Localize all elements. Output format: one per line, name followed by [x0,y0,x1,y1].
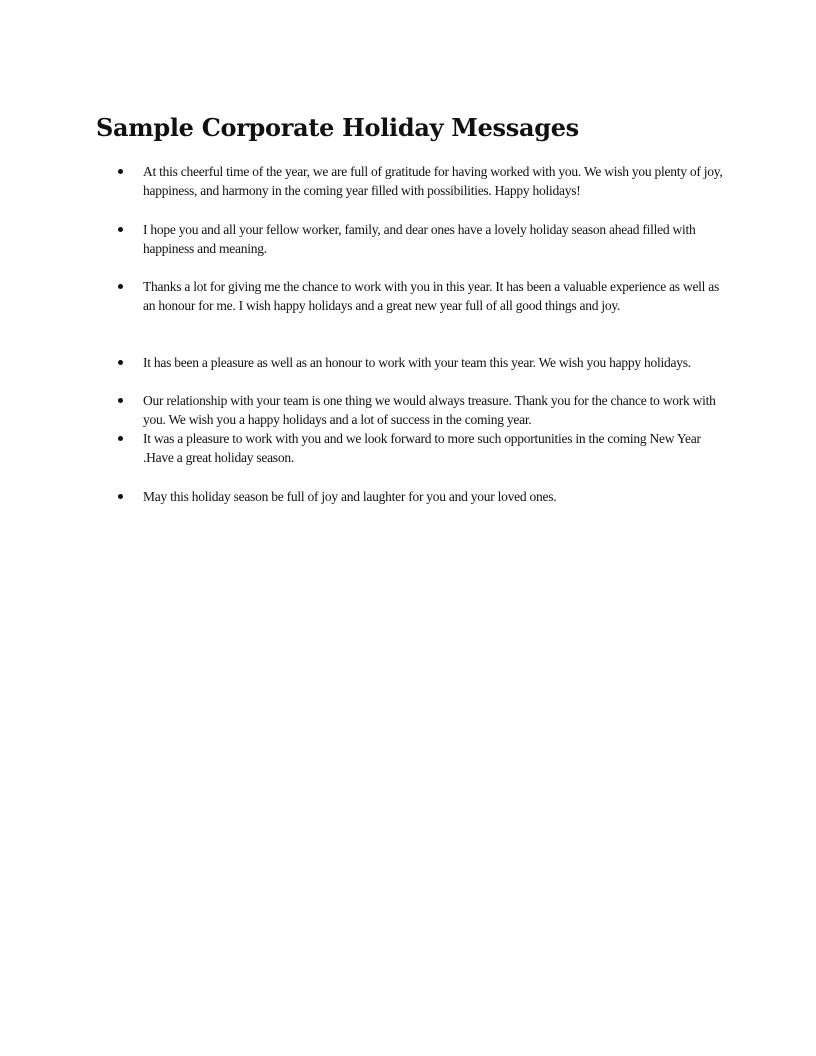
bullet-icon [118,169,123,174]
bullet-icon [118,436,123,441]
message-text: It was a pleasure to work with you and we look forward to more such opportunities in the coming New Year .Have a great holiday season. [143,431,701,465]
bullet-icon [118,284,123,289]
document-title: Sample Corporate Holiday Messages [96,113,579,142]
message-text: Thanks a lot for giving me the chance to work with you in this year. It has been a valuable experience as well as an honour for me. I wish happy holidays and a great new year full of all good things and joy. [143,279,720,313]
message-text: It has been a pleasure as well as an honour to work with your team this year. We wish you happy holidays. [143,355,691,370]
bullet-icon [118,494,123,499]
bullet-icon [118,398,123,403]
message-text: I hope you and all your fellow worker, family, and dear ones have a lovely holiday season ahead filled with happiness and meaning. [143,222,696,256]
message-text: At this cheerful time of the year, we are full of gratitude for having worked with you. We wish you plenty of joy, happiness, and harmony in the coming year filled with possibilities. Happy holidays! [143,164,723,198]
bullet-icon [118,360,123,365]
message-text: Our relationship with your team is one thing we would always treasure. Thank you for the chance to work with you. We wish you a happy holidays and a lot of success in the coming year. [143,393,716,427]
bullet-icon [118,227,123,232]
message-text: May this holiday season be full of joy and laughter for you and your loved ones. [143,489,557,504]
